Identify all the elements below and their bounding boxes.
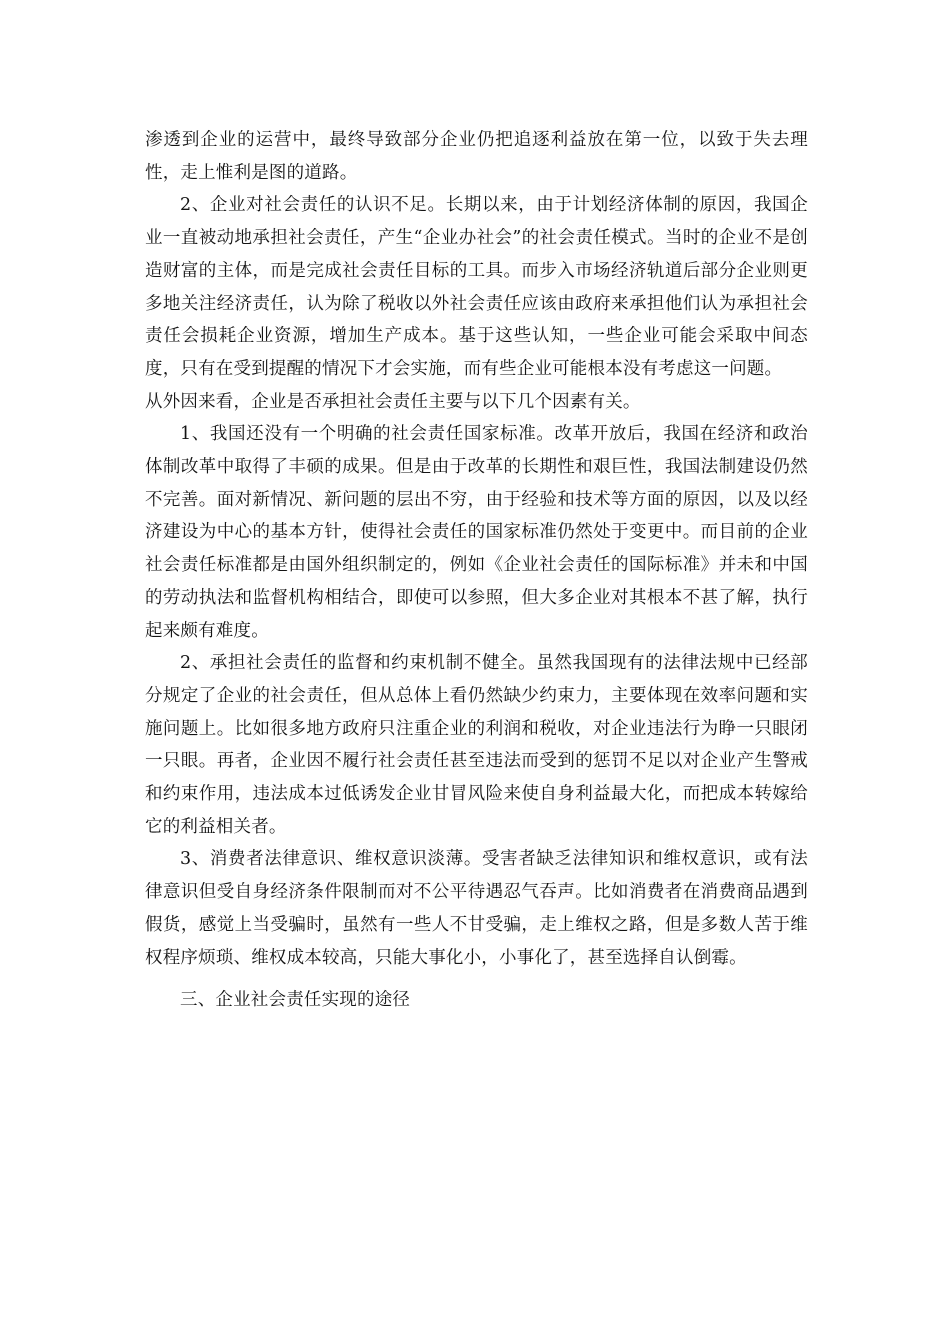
paragraph-external-causes-intro: 从外因来看，企业是否承担社会责任主要与以下几个因素有关。 [145,391,641,412]
paragraph-continuation: 渗透到企业的运营中，最终导致部分企业仍把追逐利益放在第一位，以致于失去理性，走上惟利是图的道路。 [145,130,808,183]
document-body [145,124,808,1017]
paragraph-external-cause-1: 1、我国还没有一个明确的社会责任国家标准。改革开放后，我国在经济和政治体制改革中取得了丰硕的成果。但是由于改革的长期性和艰巨性，我国法制建设仍然不完善。面对新情况、新问题的层出不穷，由于经验和技术等方面的原因，以及以经济建设为中心的基本方针，使得社会责任的国家标准仍然处于变更中。而目前的企业社会责任标准都是由国外组织制定的，例如《企业社会责任的国际标准》并未和中国的劳动执法和监督机构相结合，即使可以参照，但大多企业对其根本不甚了解，执行起来颇有难度。 [145,424,808,641]
paragraph-internal-cause-2: 2、企业对社会责任的认识不足。长期以来，由于计划经济体制的原因，我国企业一直被动地承担社会责任，产生“企业办社会”的社会责任模式。当时的企业不是创造财富的主体，而是完成社会责任目标的工具。而步入市场经济轨道后部分企业则更多地关注经济责任，认为除了税收以外社会责任应该由政府来承担他们认为承担社会责任会损耗企业资源，增加生产成本。基于这些认知，一些企业可能会采取中间态度，只有在受到提醒的情况下才会实施，而有些企业可能根本没有考虑这一问题。 [145,195,808,379]
paragraph-external-cause-3: 3、消费者法律意识、维权意识淡薄。受害者缺乏法律知识和维权意识，或有法律意识但受自身经济条件限制而对不公平待遇忍气吞声。比如消费者在消费商品遇到假货，感觉上当受骗时，虽然有一些人不甘受骗，走上维权之路，但是多数人苦于维权程序烦琐、维权成本较高，只能大事化小，小事化了，甚至选择自认倒霉。 [145,849,808,968]
section-heading-3: 三、企业社会责任实现的途径 [180,990,411,1011]
paragraph-external-cause-2: 2、承担社会责任的监督和约束机制不健全。虽然我国现有的法律法规中已经部分规定了企业的社会责任，但从总体上看仍然缺少约束力，主要体现在效率问题和实施问题上。比如很多地方政府只注重企业的利润和税收，对企业违法行为睁一只眼闭一只眼。再者，企业因不履行社会责任甚至违法而受到的惩罚不足以对企业产生警戒和约束作用，违法成本过低诱发企业甘冒风险来使自身利益最大化，而把成本转嫁给它的利益相关者。 [145,653,808,837]
